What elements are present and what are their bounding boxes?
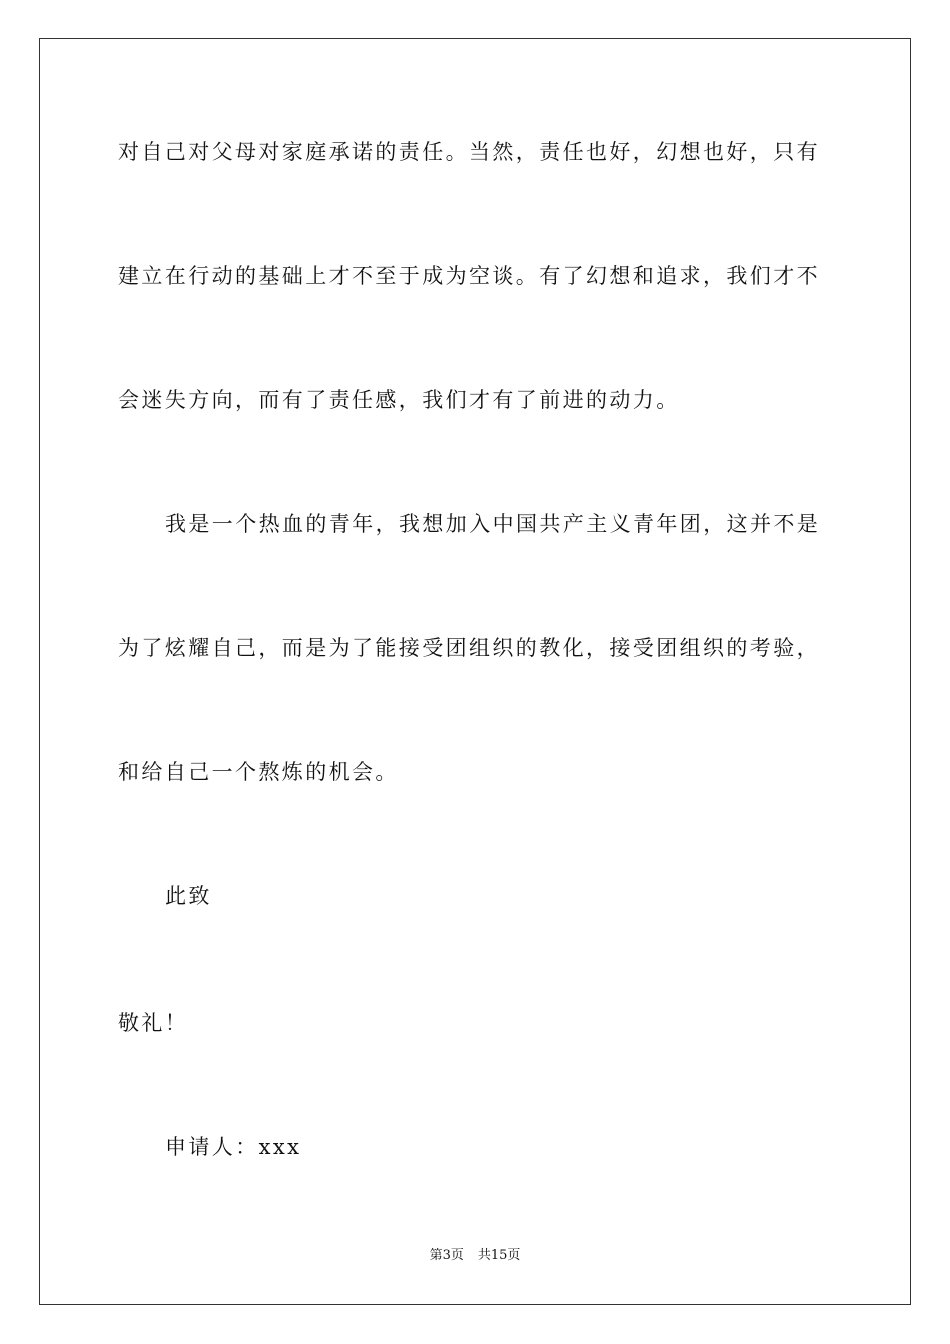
salutation-line: 此致 — [165, 884, 212, 908]
page-total: 共15页 — [477, 1248, 521, 1263]
body-line-1: 对自己对父母对家庭承诺的责任。当然，责任也好，幻想也好，只有 — [118, 140, 820, 164]
body-line-4: 我是一个热血的青年，我想加入中国共产主义青年团，这并不是 — [165, 512, 821, 536]
page-number: 第3页 — [429, 1248, 464, 1263]
body-line-3: 会迷失方向，而有了责任感，我们才有了前进的动力。 — [118, 388, 680, 412]
closing-line: 敬礼！ — [118, 1011, 189, 1035]
body-line-2: 建立在行动的基础上才不至于成为空谈。有了幻想和追求，我们才不 — [118, 264, 820, 288]
body-line-5: 为了炫耀自己，而是为了能接受团组织的教化，接受团组织的考验， — [118, 636, 820, 660]
applicant-line: 申请人：xxx — [165, 1135, 302, 1159]
body-line-6: 和给自己一个熬炼的机会。 — [118, 760, 399, 784]
page-footer — [0, 1247, 950, 1265]
page-frame — [39, 38, 911, 1305]
